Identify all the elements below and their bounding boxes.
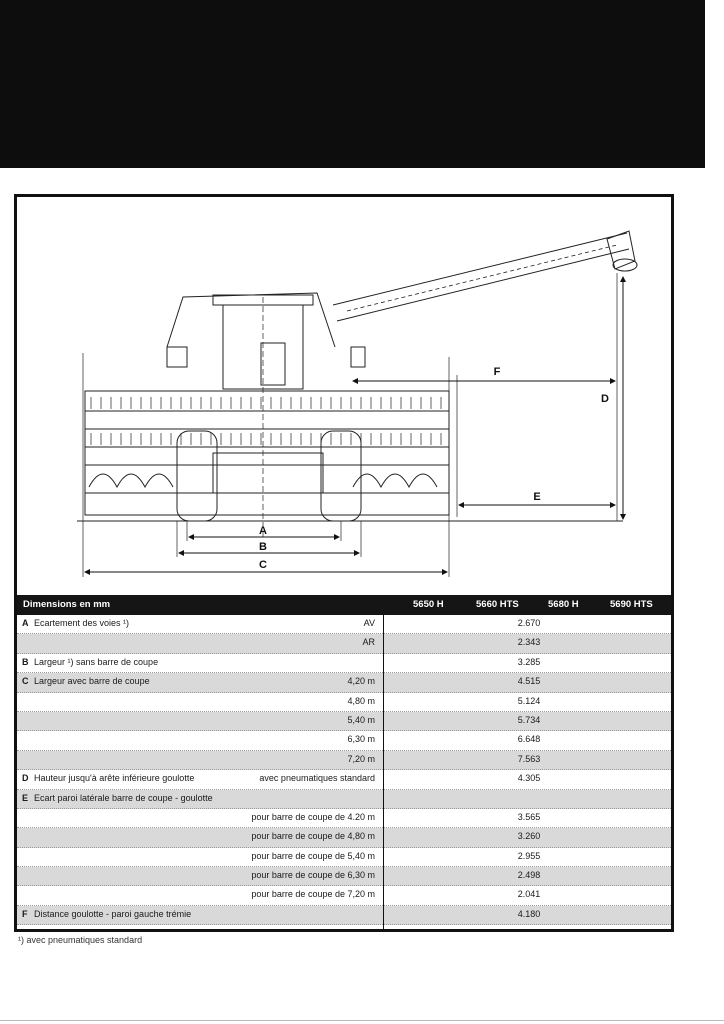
row-value: 5.734 [517,714,541,725]
row-sublabel: AR [362,637,375,648]
row-value: 3.565 [517,811,541,822]
dimension-a-label: A [259,525,267,537]
row-value: 4.180 [517,908,541,919]
table-row [17,712,671,731]
row-label: Ecart paroi latérale barre de coupe - goulotte [34,792,213,803]
dimension-c-label: C [259,559,267,571]
row-value: 7.563 [517,753,541,764]
row-sublabel: pour barre de coupe de 4,80 m [251,831,375,842]
row-label: Ecartement des voies ¹) [34,618,130,628]
table-row [17,809,671,828]
row-sublabel: AV [363,618,375,628]
table-row [17,731,671,750]
table-body [17,615,671,925]
row-label: Largeur ¹) sans barre de coupe [34,656,159,667]
table-row [17,673,671,692]
row-sublabel: 4,80 m [347,695,375,706]
row-sublabel: 5,40 m [347,714,375,725]
table-row [17,615,671,634]
table-row [17,751,671,770]
footnote: ¹) avec pneumatiques standard [18,935,143,945]
row-sublabel: 6,30 m [347,734,375,745]
row-label: Hauteur jusqu'à arête inférieure goulotte [34,773,195,784]
table-row [17,828,671,847]
table-header [17,595,671,615]
bottom-rule [0,1020,724,1021]
row-letter: A [22,618,29,628]
row-value: 2.498 [517,870,541,881]
table-row [17,654,671,673]
row-sublabel: pour barre de coupe de 6,30 m [251,870,375,881]
dimension-d-label: D [601,393,609,405]
row-sublabel: avec pneumatiques standard [259,773,375,784]
row-letter: B [22,656,29,667]
row-value: 6.648 [517,734,541,745]
row-label: Largeur avec barre de coupe [34,676,150,687]
row-value: 2.343 [517,637,541,648]
combine-front-view-drawing [17,197,671,593]
model-5680h: 5680 H [548,599,579,610]
row-value: 3.285 [517,656,541,667]
header-black-band [0,0,705,168]
row-sublabel: pour barre de coupe de 4.20 m [251,811,375,822]
column-divider [383,615,384,932]
table-row [17,790,671,809]
row-letter: F [22,908,28,919]
table-row [17,634,671,653]
row-letter: E [22,792,29,803]
table-row [17,848,671,867]
table-title: Dimensions en mm [23,599,111,610]
row-value: 5.124 [517,695,541,706]
dimension-e-label: E [533,491,541,503]
row-sublabel: pour barre de coupe de 7,20 m [251,889,375,900]
model-5690hts: 5690 HTS [610,599,653,610]
dimension-f-label: F [493,366,501,378]
table-row [17,770,671,789]
row-value: 3.260 [517,831,541,842]
row-value: 2.955 [517,850,541,861]
table-row [17,906,671,925]
row-letter: D [22,773,29,784]
row-value: 4.515 [517,676,541,687]
row-value: 4.305 [517,773,541,784]
row-sublabel: pour barre de coupe de 5,40 m [251,850,375,861]
table-row [17,693,671,712]
table-row [17,886,671,905]
row-value: 2.041 [517,889,541,900]
row-letter: C [22,676,29,687]
spec-sheet-frame [14,194,674,932]
row-label: Distance goulotte - paroi gauche trémie [34,908,192,919]
model-5650h: 5650 H [413,599,444,610]
row-sublabel: 4,20 m [347,676,375,687]
dimension-b-label: B [259,541,267,553]
row-sublabel: 7,20 m [347,753,375,764]
row-value: 2.670 [517,618,541,628]
model-5660hts: 5660 HTS [476,599,519,610]
dimensions-table [17,595,671,925]
table-row [17,867,671,886]
